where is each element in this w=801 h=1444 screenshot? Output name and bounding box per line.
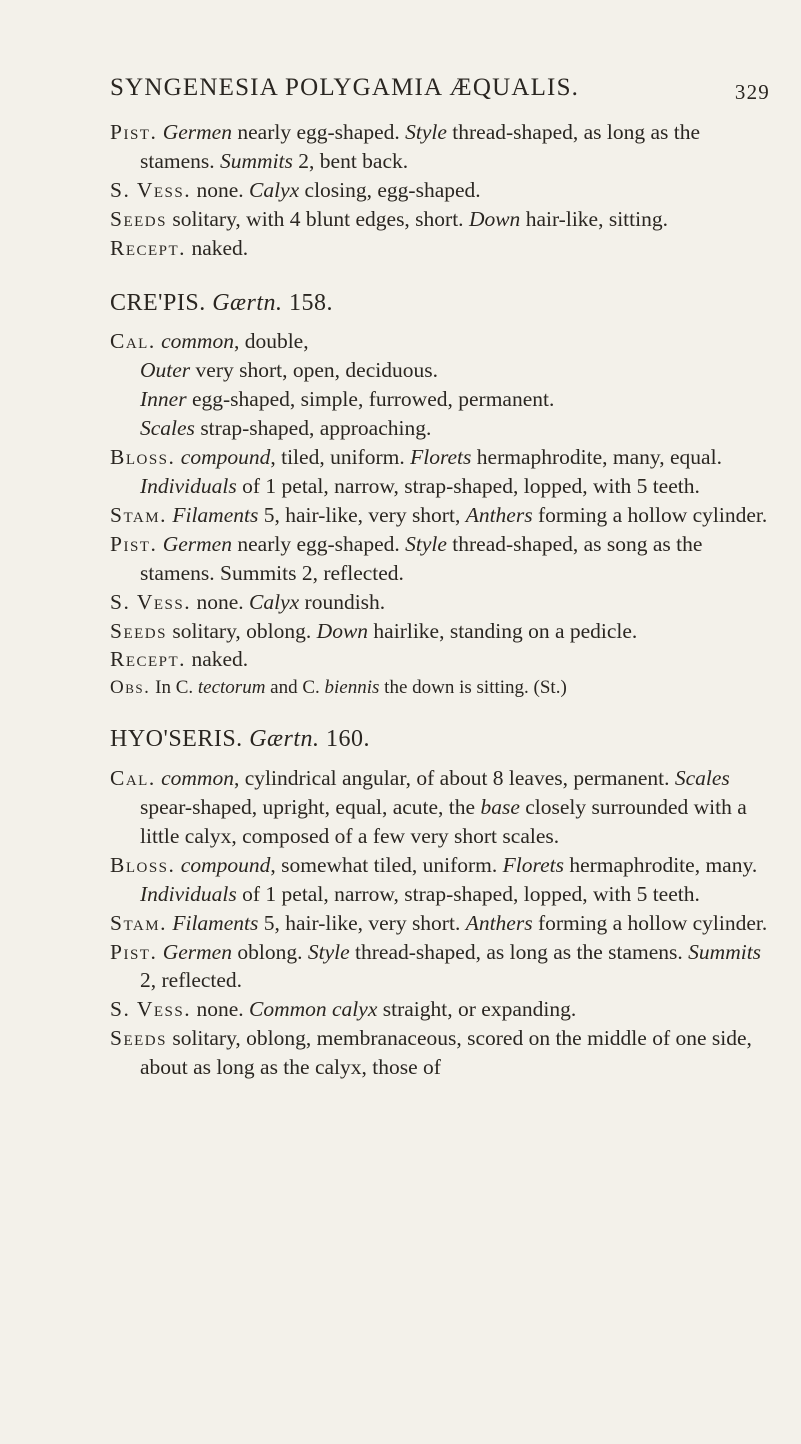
pistil-description: Pist. Germen nearly egg-shaped. Style thread-shaped, as long as the stamens. Summits 2, bent back. xyxy=(110,120,701,173)
individuals-description: Individuals of 1 petal, narrow, strap-shaped, lopped, with 5 teeth. xyxy=(140,881,700,906)
seed-vessel-description: S. Vess. none. Common calyx straight, or expanding. xyxy=(110,997,577,1022)
observation-note: Obs. In C. tectorum and C. biennis the down is sitting. (St.) xyxy=(110,677,567,699)
seeds-description: Seeds solitary, oblong, membranaceous, scored on the middle of one side, about as long as the calyx, those of xyxy=(110,1026,752,1080)
individuals-description: Individuals of 1 petal, narrow, strap-shaped, lopped, with 5 teeth. xyxy=(140,473,700,498)
genus-heading-hyoseris: HYO'SERIS. Gærtn. 160. xyxy=(110,726,371,753)
seeds-description: Seeds solitary, with 4 blunt edges, short. Down hair-like, sitting. xyxy=(110,206,668,231)
blossom-description: Bloss. compound, tiled, uniform. Florets hermaphrodite, many, equal. xyxy=(110,445,722,470)
stamens-description: Stam. Filaments 5, hair-like, very short, Anthers forming a hollow cylinder. xyxy=(110,502,768,527)
genus-heading-crepis: CRE'PIS. Gærtn. 158. xyxy=(110,289,334,316)
outer-calyx-description: Outer very short, open, deciduous. xyxy=(140,358,438,383)
receptacle-description: Recept. naked. xyxy=(110,647,249,672)
inner-calyx-description: Inner egg-shaped, simple, furrowed, permanent. xyxy=(140,387,555,412)
seeds-description: Seeds solitary, oblong. Down hairlike, standing on a pedicle. xyxy=(110,618,638,643)
seed-vessel-description: S. Vess. none. Calyx roundish. xyxy=(110,589,386,614)
seed-vessel-description: S. Vess. none. Calyx closing, egg-shaped. xyxy=(110,177,481,202)
running-title: SYNGENESIA POLYGAMIA ÆQUALIS. xyxy=(110,74,580,101)
pistil-description: Pist. Germen oblong. Style thread-shaped, as long as the stamens. Summits 2, reflected. xyxy=(110,939,762,993)
calyx-description: Cal. common, cylindrical angular, of about 8 leaves, permanent. Scales spear-shaped, upright, equal, acute, the base closely surrounded with a little calyx, composed of a few very short scales. xyxy=(110,766,747,848)
page-body xyxy=(110,118,770,1082)
calyx-description: Cal. common, double, xyxy=(110,329,309,354)
blossom-description: Bloss. compound, somewhat tiled, uniform. Florets hermaphrodite, many. xyxy=(110,852,758,877)
receptacle-description: Recept. naked. xyxy=(110,235,249,260)
scales-description: Scales strap-shaped, approaching. xyxy=(140,416,432,441)
page-number: 329 xyxy=(734,80,770,104)
running-head xyxy=(110,74,770,102)
pistil-description: Pist. Germen nearly egg-shaped. Style thread-shaped, as song as the stamens. Summits 2, reflected. xyxy=(110,531,703,585)
stamens-description: Stam. Filaments 5, hair-like, very short. Anthers forming a hollow cylinder. xyxy=(110,910,768,935)
